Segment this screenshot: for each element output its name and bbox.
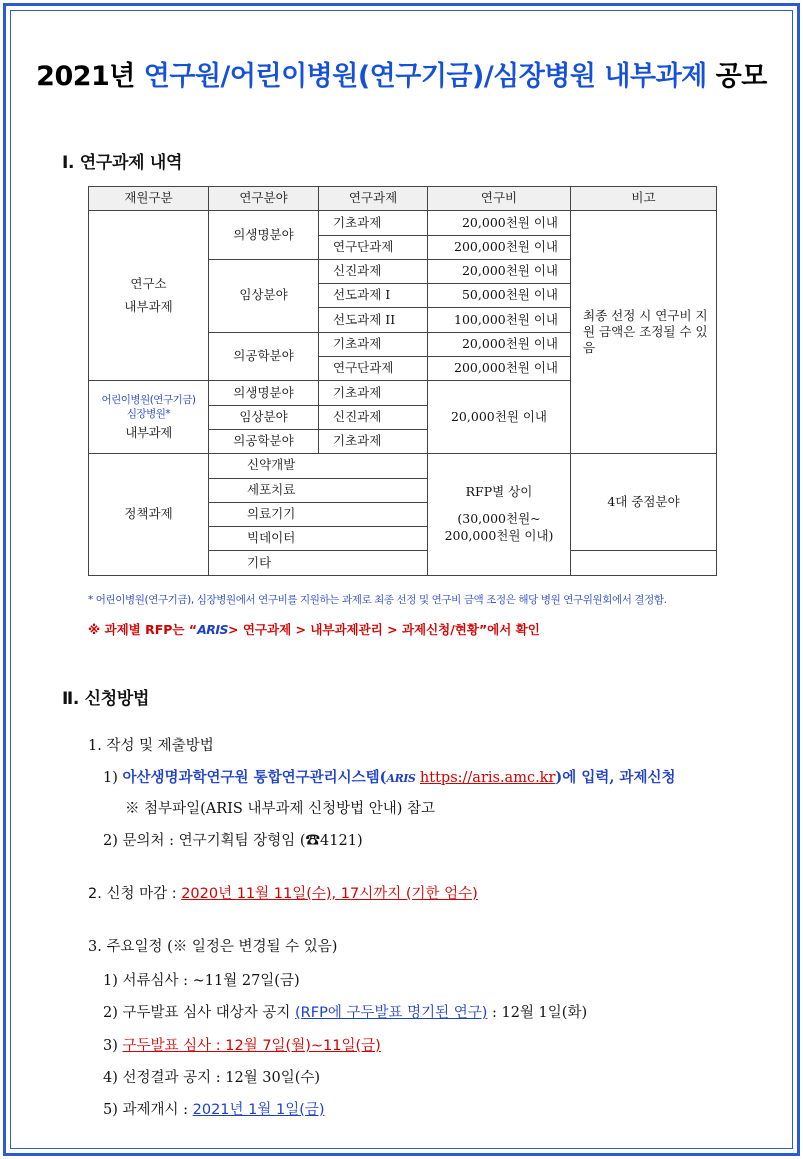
- title-end: 공모: [715, 61, 767, 92]
- policy-item: 의료기기: [209, 502, 428, 526]
- budget-cell: 100,000천원 이내: [428, 308, 571, 332]
- policy-item: 세포치료: [209, 478, 428, 502]
- task-cell: 기초과제: [319, 332, 428, 356]
- rfp-note-path: > 연구과제 > 내부과제관리 > 과제신청/현황”에서 확인: [228, 622, 540, 637]
- group1-label: [89, 211, 209, 381]
- title-rest: 내부과제: [604, 61, 707, 92]
- table-header: 연구분야: [209, 187, 319, 211]
- title-highlight: 연구원/어린이병원(연구기금)/심장병원: [143, 61, 596, 92]
- aris-url-link[interactable]: https://aris.amc.kr: [419, 770, 556, 786]
- group2-label-line: 내부과제: [125, 425, 172, 441]
- task-cell: 신진과제: [319, 259, 428, 283]
- policy-item: 기타: [209, 551, 428, 575]
- start-date: 2021년 1월 1일(금): [192, 1102, 325, 1118]
- table-footnote: * 어린이병원(연구기금), 심장병원에서 연구비를 지원하는 과제로 최종 선정 및 연구비 금액 조정은 해당 병원 연구위원회에서 결정함.: [88, 594, 667, 606]
- field-cell: 의공학분야: [209, 429, 319, 453]
- budget-cell: 20,000천원 이내: [428, 211, 571, 235]
- budget-cell: 50,000천원 이내: [428, 284, 571, 308]
- schedule-item: 4) 선정결과 공지 : 12월 30일(수): [103, 1070, 321, 1086]
- table-header: 재원구분: [89, 187, 209, 211]
- sub1-text: 아산생명과학연구원 통합연구관리시스템(: [122, 769, 387, 786]
- group3-budget-line: (30,000천원~: [457, 511, 541, 527]
- group2-budget: 20,000천원 이내: [428, 381, 571, 454]
- schedule-text: 2) 구두발표 심사 대상자 공지: [103, 1005, 291, 1021]
- schedule-text: 5) 과제개시 :: [103, 1102, 189, 1118]
- schedule-number: 3): [103, 1038, 118, 1054]
- group3-budget-line: RFP별 상이: [465, 484, 533, 500]
- schedule-item: [103, 1034, 381, 1055]
- task-cell: 선도과제 II: [319, 308, 428, 332]
- deadline-label: 2. 신청 마감 :: [88, 886, 177, 902]
- item1-sub2: 2) 문의처 : 연구기획팀 장형임 (☎4121): [103, 833, 363, 849]
- oral-review-date: 구두발표 심사 : 12월 7일(월)~11일(금): [122, 1038, 381, 1054]
- sub1-number: 1): [103, 770, 118, 786]
- aris-logo: ARIS: [197, 622, 229, 637]
- budget-cell: 20,000천원 이내: [428, 259, 571, 283]
- group3-budget: [428, 454, 571, 575]
- rfp-note-prefix: ※ 과제별 RFP는 “: [88, 622, 198, 637]
- item1-heading: 1. 작성 및 제출방법: [88, 738, 214, 754]
- group2-label-line: 어린이병원(연구기금): [101, 393, 196, 406]
- table-row: [89, 211, 717, 235]
- field-cell: 임상분야: [209, 259, 319, 332]
- table-header: 연구과제: [319, 187, 428, 211]
- rfp-oral-link: (RFP에 구두발표 명기된 연구): [295, 1005, 488, 1021]
- group1-label-line: 내부과제: [124, 298, 173, 314]
- schedule-item: [103, 1001, 587, 1022]
- note-cell: 최종 선정 시 연구비 지원 금액은 조정될 수 있음: [571, 211, 717, 454]
- field-cell: 의생명분야: [209, 211, 319, 260]
- deadline-value: 2020년 11월 11일(수), 17시까지 (기한 엄수): [181, 886, 478, 902]
- policy-item: 빅데이터: [209, 527, 428, 551]
- section1-heading: Ⅰ. 연구과제 내역: [62, 153, 183, 173]
- group3-budget-line: 200,000천원 이내): [444, 527, 554, 543]
- budget-cell: 200,000천원 이내: [428, 235, 571, 259]
- table-header: 비고: [571, 187, 717, 211]
- item3-heading: 3. 주요일정 (※ 일정은 변경될 수 있음): [88, 939, 338, 955]
- group1-label-line: 연구소: [130, 275, 167, 291]
- page-title: [0, 54, 803, 93]
- rfp-note: [88, 620, 540, 638]
- field-cell: 의생명분야: [209, 381, 319, 405]
- section2-heading: Ⅱ. 신청방법: [62, 689, 150, 709]
- task-cell: 연구단과제: [319, 357, 428, 381]
- group2-label-line: 심장병원*: [126, 407, 171, 420]
- sub1-tail: )에 입력, 과제신청: [555, 769, 676, 786]
- title-year: 2021년: [36, 61, 135, 92]
- group3-note: 4대 중점분야: [571, 454, 717, 551]
- research-task-table: [88, 186, 717, 576]
- task-cell: 기초과제: [319, 381, 428, 405]
- task-cell: 기초과제: [319, 429, 428, 453]
- policy-item: 신약개발: [209, 454, 428, 478]
- group2-label: [89, 381, 209, 454]
- item1-sub1-note: ※ 첨부파일(ARIS 내부과제 신청방법 안내) 참고: [125, 801, 436, 817]
- task-cell: 연구단과제: [319, 235, 428, 259]
- field-cell: 의공학분야: [209, 332, 319, 381]
- budget-cell: 20,000천원 이내: [428, 332, 571, 356]
- schedule-text: : 12월 1일(화): [492, 1005, 588, 1021]
- group3-label: 정책과제: [89, 454, 209, 575]
- schedule-item: [103, 1098, 325, 1119]
- budget-cell: 200,000천원 이내: [428, 357, 571, 381]
- empty-cell: [571, 551, 717, 575]
- item1-sub1: [103, 766, 675, 787]
- task-cell: 신진과제: [319, 405, 428, 429]
- aris-logo-inline: ARIS: [386, 772, 416, 785]
- field-cell: 임상분야: [209, 405, 319, 429]
- table-header: 연구비: [428, 187, 571, 211]
- task-cell: 선도과제 I: [319, 284, 428, 308]
- table-row: [89, 454, 717, 478]
- table-header-row: [89, 187, 717, 211]
- item2-deadline: [88, 882, 478, 903]
- schedule-item: 1) 서류심사 : ~11월 27일(금): [103, 973, 300, 989]
- task-cell: 기초과제: [319, 211, 428, 235]
